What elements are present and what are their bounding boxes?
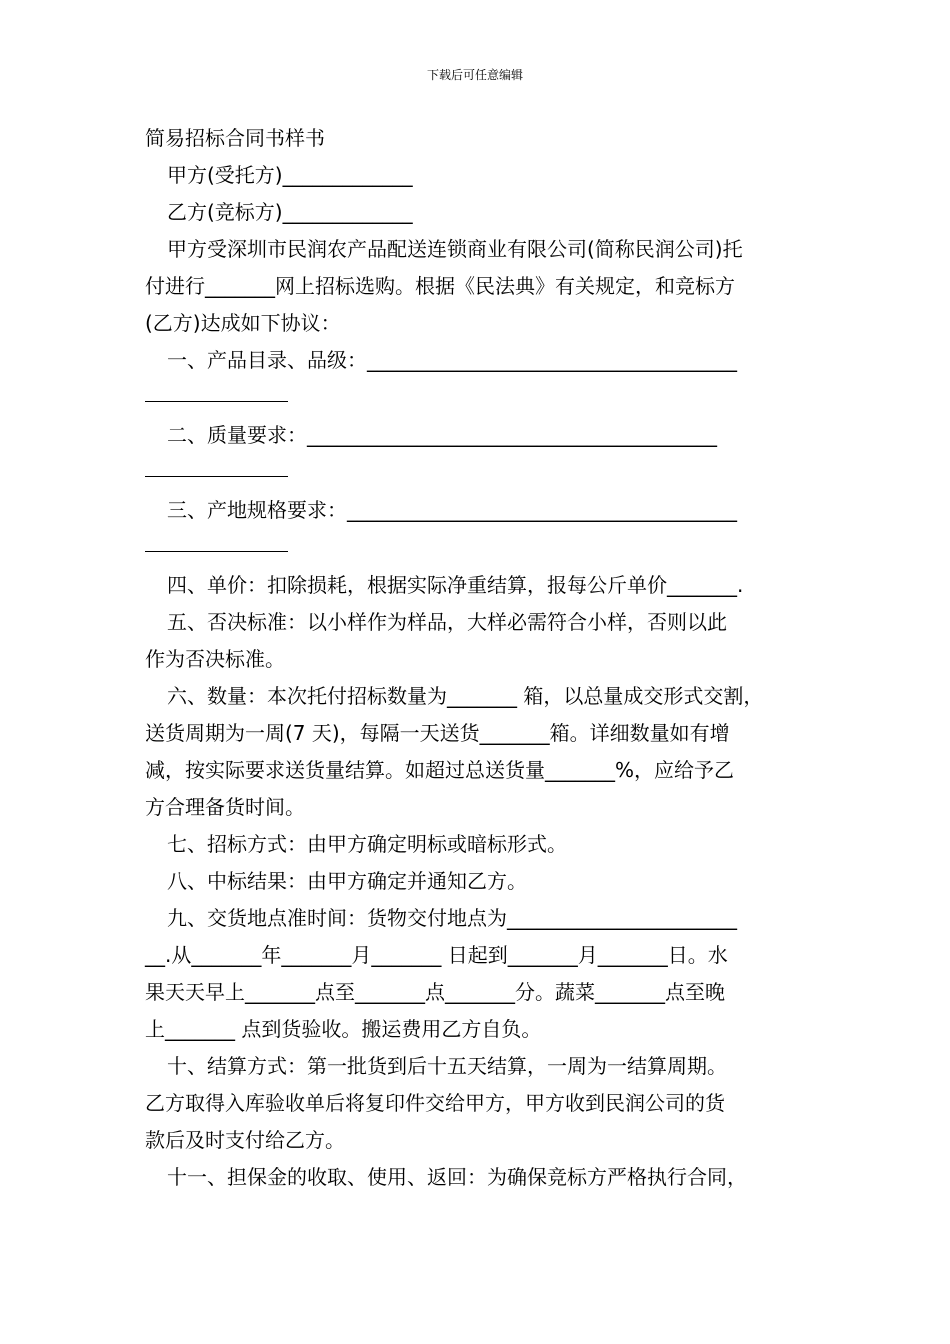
document-title: 简易招标合同书样书 — [145, 126, 325, 150]
clause-6-line-4: 方合理备货时间。 — [145, 795, 305, 819]
page-header-note: 下载后可任意编辑 — [426, 68, 523, 82]
clause-9-line-4: 上_______ 点到货验收。搬运费用乙方自负。 — [145, 1017, 542, 1041]
intro-line-1: 甲方受深圳市民润农产品配送连锁商业有限公司(简称民润公司)托 — [167, 237, 743, 261]
contract-document — [145, 120, 810, 1196]
clause-10-line-1: 十、结算方式：第一批货到后十五天结算，一周为一结算周期。 — [167, 1054, 727, 1078]
party-b-line: 乙方(竞标方)_____________ — [167, 200, 413, 224]
clause-5-line-2: 作为否决标准。 — [145, 647, 285, 671]
intro-line-2: 付进行_______网上招标选购。根据《民法典》有关规定，和竞标方 — [145, 274, 735, 298]
clause-2-blank — [145, 454, 288, 477]
clause-3-blank — [145, 529, 288, 552]
clause-3-line: 三、产地规格要求：_______________________________________ — [167, 498, 737, 522]
clause-1-line: 一、产品目录、品级：_____________________________________ — [167, 348, 737, 372]
clause-5-line-1: 五、否决标准：以小样作为样品，大样必需符合小样，否则以此 — [167, 610, 727, 634]
clause-7-line: 七、招标方式：由甲方确定明标或暗标形式。 — [167, 832, 567, 856]
clause-4-line: 四、单价：扣除损耗，根据实际净重结算，报每公斤单价_______. — [167, 573, 744, 597]
clause-2-line: 二、质量要求：_________________________________________ — [167, 423, 717, 447]
clause-9-line-2: __.从_______年_______月_______ 日起到_______月_______日。水 — [145, 943, 728, 967]
clause-1-blank — [145, 379, 288, 402]
intro-line-3: (乙方)达成如下协议： — [145, 311, 341, 335]
clause-8-line: 八、中标结果：由甲方确定并通知乙方。 — [167, 869, 527, 893]
clause-9-line-1: 九、交货地点准时间：货物交付地点为_______________________ — [167, 906, 737, 930]
clause-9-line-3: 果天天早上_______点至_______点_______分。蔬菜_______点至晚 — [145, 980, 725, 1004]
clause-10-line-2: 乙方取得入库验收单后将复印件交给甲方，甲方收到民润公司的货 — [145, 1091, 725, 1115]
clause-10-line-3: 款后及时支付给乙方。 — [145, 1128, 345, 1152]
clause-6-line-3: 减，按实际要求送货量结算。如超过总送货量_______%，应给予乙 — [145, 758, 735, 782]
clause-6-line-1: 六、数量：本次托付招标数量为_______ 箱，以总量成交形式交割， — [167, 684, 764, 708]
party-a-line: 甲方(受托方)_____________ — [167, 163, 413, 187]
clause-11-line-1: 十一、担保金的收取、使用、返回：为确保竞标方严格执行合同， — [167, 1165, 747, 1189]
clause-6-line-2: 送货周期为一周(7 天)，每隔一天送货_______箱。详细数量如有增 — [145, 721, 730, 745]
